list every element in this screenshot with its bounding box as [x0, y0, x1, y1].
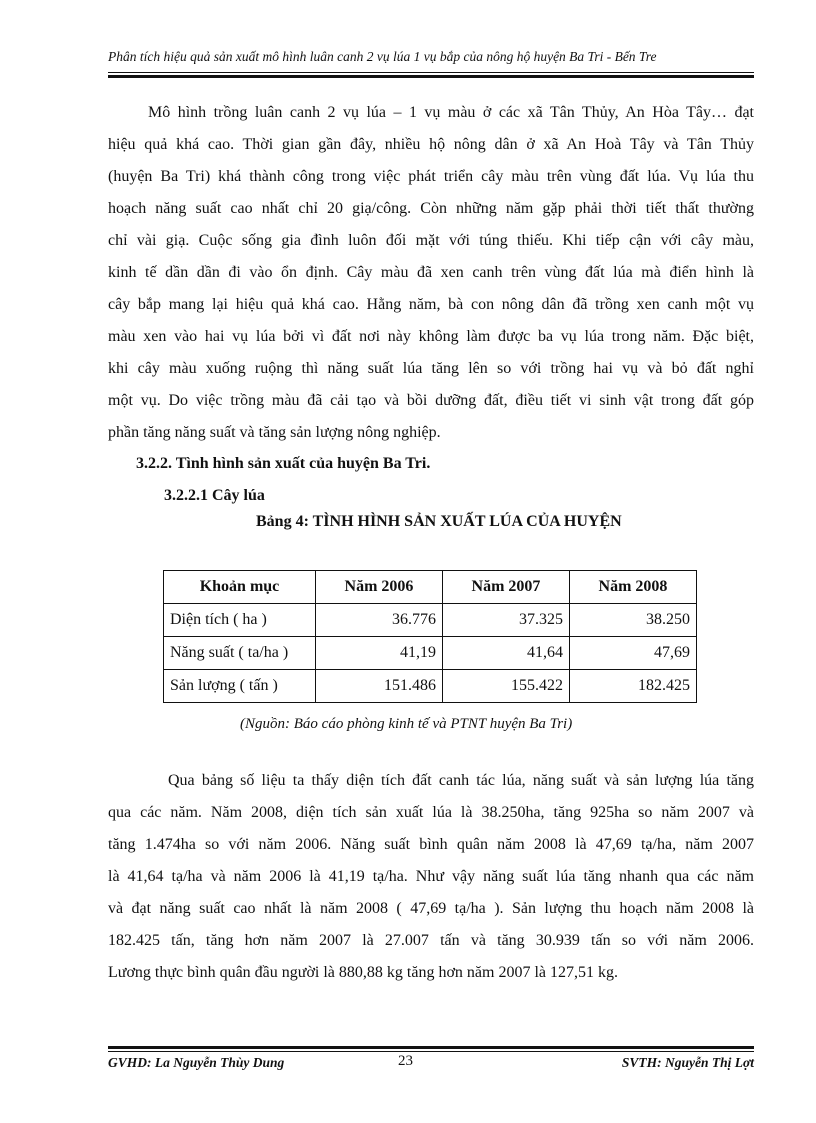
paragraph-analysis — [108, 765, 754, 989]
paragraph-line: một vụ. Do việc trồng màu đã cải tạo và bồi dưỡng đất, điều tiết vi sinh vật trong đất góp — [108, 392, 754, 409]
paragraph-line: Lương thực bình quân đầu người là 880,88 kg tăng hơn năm 2007 là 127,51 kg. — [108, 964, 618, 981]
paragraph-line: Mô hình trồng luân canh 2 vụ lúa – 1 vụ màu ở các xã Tân Thủy, An Hòa Tây… đạt — [148, 104, 754, 121]
footer-advisor: GVHD: La Nguyễn Thùy Dung — [108, 1055, 285, 1070]
paragraph-line: (huyện Ba Tri) khá thành công trong việc phát triển cây màu trên vùng đất lúa. Vụ lúa thu — [108, 168, 754, 185]
paragraph-intro — [108, 97, 754, 449]
paragraph-line: kinh tế dần dần đi vào ổn định. Cây màu đã xen canh trên vùng đất lúa mà điển hình là — [108, 264, 754, 281]
paragraph-line: qua các năm. Năm 2008, diện tích sản xuất lúa là 38.250ha, tăng 925ha so năm 2007 và — [108, 804, 754, 821]
paragraph-line: màu xen vào hai vụ lúa bởi vì đất nơi này không làm được ba vụ lúa trong năm. Đặc biệt, — [108, 328, 754, 345]
table-cell: Sản lượng ( tấn ) — [164, 670, 316, 703]
paragraph-line: tăng 1.474ha so với năm 2006. Năng suất bình quân năm 2008 là 47,69 tạ/ha, năm 2007 — [108, 836, 754, 853]
subsection-heading: 3.2.2.1 Cây lúa — [164, 487, 265, 504]
section-heading: 3.2.2. Tình hình sản xuất của huyện Ba Tri. — [136, 455, 431, 472]
table-cell: 37.325 — [443, 604, 570, 637]
table-header-cell: Năm 2006 — [316, 571, 443, 604]
paragraph-line: chỉ vài giạ. Cuộc sống gia đình luôn đối mặt với túng thiếu. Khi tiếp cận với cây màu, — [108, 232, 754, 249]
paragraph-line: và đạt năng suất cao nhất là năm 2008 ( 47,69 tạ/ha ). Sản lượng thu hoạch năm 2008 là — [108, 900, 754, 917]
table-cell: 47,69 — [570, 637, 697, 670]
table-row — [164, 670, 697, 703]
table-cell: 151.486 — [316, 670, 443, 703]
paragraph-line: là 41,64 tạ/ha và năm 2006 là 41,19 tạ/ha. Như vậy năng suất lúa tăng nhanh qua các năm — [108, 868, 754, 885]
table-row — [164, 637, 697, 670]
table-cell: Năng suất ( ta/ha ) — [164, 637, 316, 670]
footer-rule-thick — [108, 1046, 754, 1049]
table-source-note: (Nguồn: Báo cáo phòng kinh tế và PTNT huyện Ba Tri) — [240, 716, 573, 732]
table-cell: 155.422 — [443, 670, 570, 703]
page-header-title: Phân tích hiệu quả sản xuất mô hình luân canh 2 vụ lúa 1 vụ bắp của nông hộ huyện Ba Tri - Bến Tre — [108, 49, 657, 64]
paragraph-line: phần tăng năng suất và tăng sản lượng nông nghiệp. — [108, 424, 441, 441]
footer-rule-thin — [108, 1051, 754, 1052]
table-cell: 36.776 — [316, 604, 443, 637]
paragraph-line: hiệu quả khá cao. Thời gian gần đây, nhiều hộ nông dân ở xã An Hoà Tây và Tân Thủy — [108, 136, 754, 153]
paragraph-line: 182.425 tấn, tăng hơn năm 2007 là 27.007 tấn và tăng 30.939 tấn so với năm 2006. — [108, 932, 754, 949]
rice-production-table — [163, 570, 697, 703]
table-header-row — [164, 571, 697, 604]
table-header-cell: Năm 2007 — [443, 571, 570, 604]
header-rule-thick — [108, 75, 754, 78]
paragraph-line: Qua bảng số liệu ta thấy diện tích đất canh tác lúa, năng suất và sản lượng lúa tăng — [168, 772, 754, 789]
table-cell: Diện tích ( ha ) — [164, 604, 316, 637]
paragraph-line: cây bắp mang lại hiệu quả khá cao. Hằng năm, bà con nông dân đã trồng xen canh một vụ — [108, 296, 754, 313]
table-header-cell: Khoản mục — [164, 571, 316, 604]
footer-student: SVTH: Nguyễn Thị Lợt — [621, 1055, 754, 1070]
table-cell: 38.250 — [570, 604, 697, 637]
table-header-cell: Năm 2008 — [570, 571, 697, 604]
header-rule-thin — [108, 72, 754, 73]
table-cell: 182.425 — [570, 670, 697, 703]
table-cell: 41,19 — [316, 637, 443, 670]
page-number: 23 — [398, 1053, 413, 1069]
table-caption: Bảng 4: TÌNH HÌNH SẢN XUẤT LÚA CỦA HUYỆN — [256, 513, 622, 530]
table-row — [164, 604, 697, 637]
paragraph-line: khi cây màu xuống ruộng thì năng suất lúa tăng lên so với trồng hai vụ và bỏ đất nghỉ — [108, 360, 754, 377]
paragraph-line: hoạch năng suất cao nhất chỉ 20 giạ/công. Còn những năm gặp phải thời tiết thất thường — [108, 200, 754, 217]
table-cell: 41,64 — [443, 637, 570, 670]
